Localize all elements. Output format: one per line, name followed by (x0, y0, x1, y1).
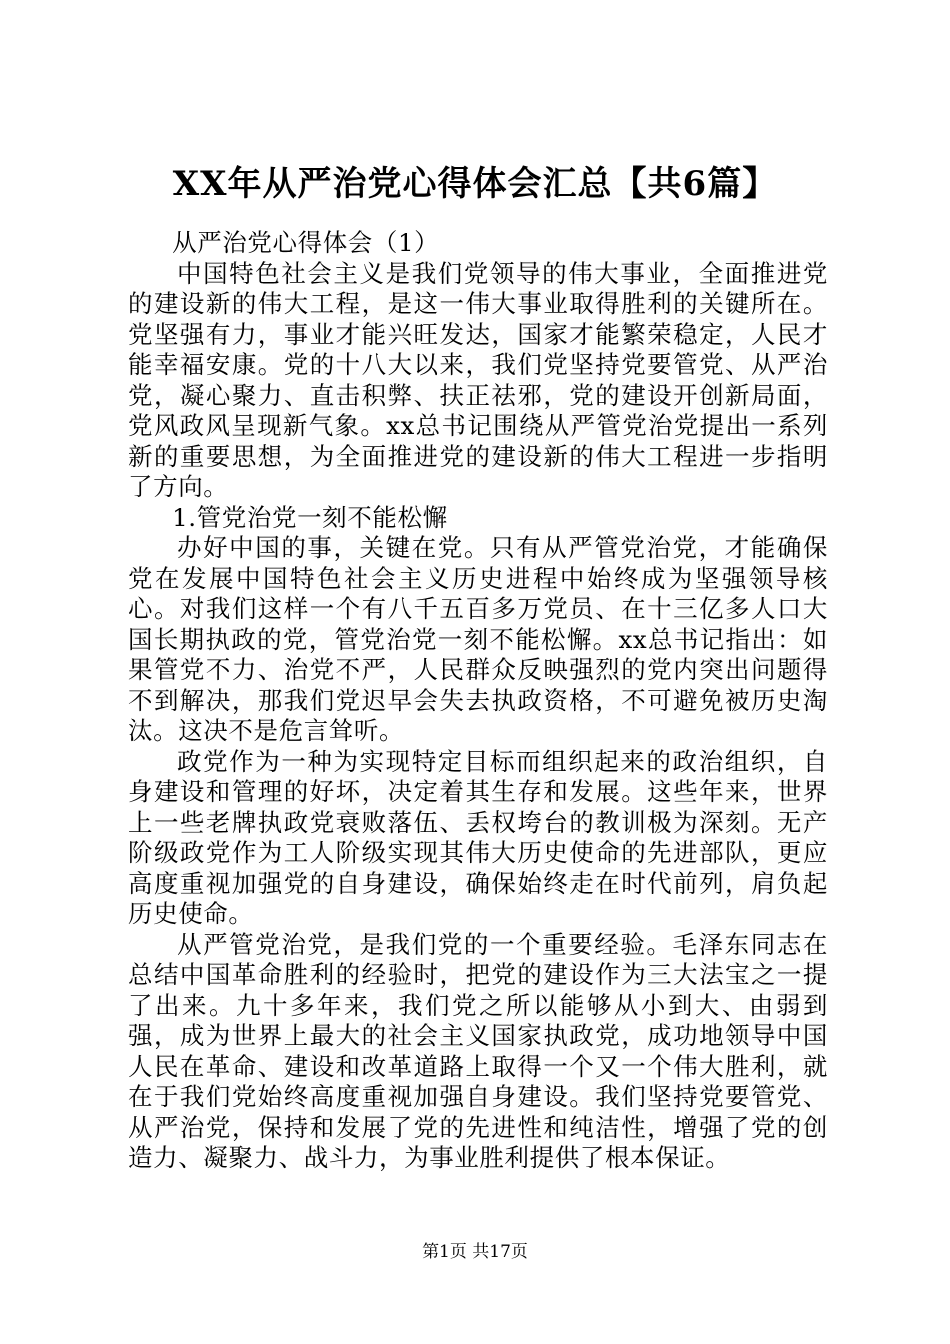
intro-paragraph: 中国特色社会主义是我们党领导的伟大事业，全面推进党的建设新的伟大工程，是这一伟大事业取得胜利的关键所在。党坚强有力，事业才能兴旺发达，国家才能繁荣稳定，人民才能幸福安康。党的十八大以来，我们党坚持党要管党、从严治党，凝心聚力、直击积弊、扶正祛邪，党的建设开创新局面，党风政风呈现新气象。xx总书记围绕从严管党治党提出一系列新的重要思想，为全面推进党的建设新的伟大工程进一步指明了方向。 (128, 258, 828, 501)
point-1-heading: 1.管党治党一刻不能松懈 (172, 502, 448, 532)
paragraph-3: 从严管党治党，是我们党的一个重要经验。毛泽东同志在总结中国革命胜利的经验时，把党的建设作为三大法宝之一提了出来。九十多年来，我们党之所以能够从小到大、由弱到强，成为世界上最大的社会主义国家执政党，成功地领导中国人民在革命、建设和改革道路上取得一个又一个伟大胜利，就在于我们党始终高度重视加强自身建设。我们坚持党要管党、从严治党，保持和发展了党的先进性和纯洁性，增强了党的创造力、凝聚力、战斗力，为事业胜利提供了根本保证。 (128, 929, 828, 1172)
page-indicator: 第1页 共17页 (422, 1242, 528, 1262)
document-body (128, 228, 828, 1174)
document-title: XX年从严治党心得体会汇总【共6篇】 (172, 164, 778, 204)
paragraph-1: 办好中国的事，关键在党。只有从严管党治党，才能确保党在发展中国特色社会主义历史进程中始终成为坚强领导核心。对我们这样一个有八千五百多万党员、在十三亿多人口大国长期执政的党，管党治党一刻不能松懈。xx总书记指出：如果管党不力、治党不严，人民群众反映强烈的党内突出问题得不到解决，那我们党迟早会失去执政资格，不可避免被历史淘汰。这决不是危言耸听。 (128, 533, 828, 745)
paragraph-2: 政党作为一种为实现特定目标而组织起来的政治组织，自身建设和管理的好坏，决定着其生存和发展。这些年来，世界上一些老牌执政党衰败落伍、丢权垮台的教训极为深刻。无产阶级政党作为工人阶级实现其伟大历史使命的先进部队，更应高度重视加强党的自身建设，确保始终走在时代前列，肩负起历史使命。 (128, 746, 828, 928)
section-heading: 从严治党心得体会（1） (172, 228, 440, 257)
